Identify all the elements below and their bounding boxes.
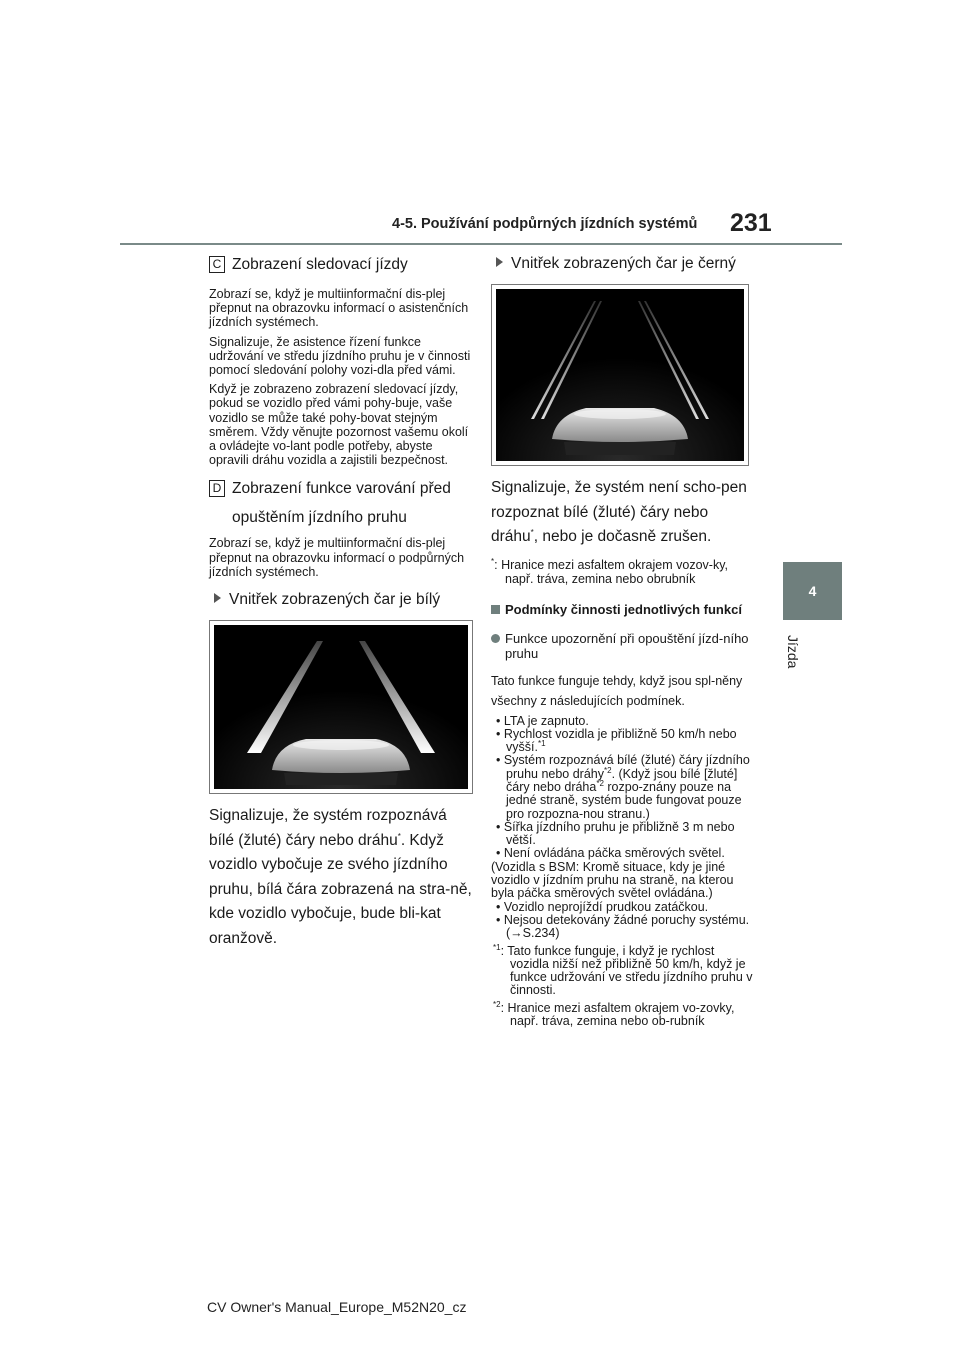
- header-divider: [120, 243, 842, 245]
- conditions-heading: Podmínky činnosti jednotlivých funkcí: [491, 602, 755, 618]
- list-item: • Rychlost vozidla je přibližně 50 km/h nebo vyšší.$^{*1}$: [496, 726, 737, 755]
- square-bullet-icon: [491, 605, 500, 614]
- footnote-1: $^{*1}$: Tato funkce funguje, i když je rychlost vozidla nižší než přibližně 50 km/h, když je funkce udržování ve středu jízdního pruhu v činnosti.: [493, 942, 753, 998]
- triangle-bullet-icon: [214, 593, 221, 603]
- footer-text: CV Owner's Manual_Europe_M52N20_cz: [207, 1299, 467, 1315]
- section-c-paragraph-3: Když je zobrazeno zobrazení sledovací jízdy, pokud se vozidlo před vámi pohy-buje, vaše vozidlo se může také pohy-bovat stejným směrem. Vždy věnujte pozornost vašemu okolí a ovládejte vo-lant podle potřeby, abyste opravili dráhu vozidla a zajistili bezpečnost.: [209, 382, 469, 468]
- section-c-paragraph-1: Zobrazí se, když je multiinformační dis-plej přepnut na obrazovku informací o asistenčních jízdních systémech.: [209, 287, 469, 330]
- right-column: [491, 254, 755, 1028]
- black-lines-description: Signalizuje, že systém není scho-pen rozpoznat bílé (žluté) čáry nebo dráhu*, nebo je dočasně zrušen.: [491, 479, 747, 545]
- footnote-boundary: *: Hranice mezi asfaltem okrajem vozov-ky, např. tráva, zemina nebo obrubník: [491, 556, 728, 586]
- section-d-heading: [209, 478, 474, 528]
- list-item: • LTA je zapnuto.: [496, 713, 589, 728]
- section-c-box: C: [209, 256, 225, 273]
- conditions-lead: Tato funkce funguje tehdy, když jsou spl-něny všechny z následujících podmínek.: [491, 673, 743, 708]
- lane-display-white-image: [214, 625, 468, 789]
- list-item-note: (Vozidla s BSM: Kromě situace, kdy je jiné vozidlo v jízdním pruhu na straně, na kterou byla páčka směrových světel ovládána.): [491, 859, 734, 901]
- white-lines-figure: [209, 620, 473, 794]
- list-item: • Není ovládána páčka směrových světel.: [496, 846, 725, 861]
- list-item: • Nejsou detekovány žádné poruchy systému. (→S.234): [496, 912, 750, 941]
- list-item: • Vozidlo neprojíždí prudkou zatáčkou.: [496, 899, 709, 914]
- triangle-bullet-icon: [496, 257, 503, 267]
- chapter-label: Jízda: [785, 635, 801, 669]
- page-number: 231: [730, 209, 772, 237]
- section-c-title: Zobrazení sledovací jízdy: [232, 256, 408, 273]
- section-d-box: D: [209, 480, 225, 497]
- lane-display-black-image: [496, 289, 744, 461]
- white-lines-description: Signalizuje, že systém rozpoznává bílé (žluté) čáry nebo dráhu*. Když vozidlo vybočuje ze svého jízdního pruhu, bílá čára zobrazená na stra-ně, kde vozidlo vybočuje, bude bli-kat oranžově.: [209, 807, 472, 947]
- section-c-heading: [209, 254, 474, 275]
- conditions-list: [491, 715, 755, 1029]
- circle-bullet-icon: [491, 634, 500, 643]
- lane-warning-heading: Funkce upozornění při opouštění jízd-ního pruhu: [491, 631, 755, 661]
- black-lines-figure: [491, 284, 749, 466]
- section-c-paragraph-2: Signalizuje, že asistence řízení funkce udržování ve středu jízdního pruhu je v činnosti pomocí sledování polohy vozi-dla před vámi.: [209, 334, 471, 378]
- section-d-title-line1: Zobrazení funkce varování před: [232, 480, 451, 498]
- list-item: • Šířka jízdního pruhu je přibližně 3 m nebo větší.: [496, 819, 735, 848]
- chapter-tab: 4: [783, 562, 842, 620]
- section-d-title-line2: opuštěním jízdního pruhu: [232, 509, 407, 527]
- left-column: [209, 254, 474, 951]
- white-lines-subheading: Vnitřek zobrazených čar je bílý: [209, 590, 474, 610]
- black-lines-subheading: Vnitřek zobrazených čar je černý: [491, 254, 755, 274]
- section-d-paragraph-1: Zobrazí se, když je multiinformační dis-plej přepnut na obrazovku informací o podpůrných jízdních systémech.: [209, 536, 465, 579]
- page-reference-link[interactable]: S.234): [522, 926, 560, 941]
- footnote-2: $^{*2}$: Hranice mezi asfaltem okrajem vo-zovky, např. tráva, zemina nebo ob-rubník: [493, 999, 735, 1029]
- list-item: • Systém rozpoznává bílé (žluté) čáry jízdního pruhu nebo dráhy$^{*2}$. (Když jsou bílé [žluté] čáry nebo dráha$^{*2}$ rozpo-znány pouze na jedné straně, systém bude fungovat pouze pro rozpozna-nou stranu.): [496, 753, 750, 821]
- section-title: 4-5. Používání podpůrných jízdních systémů: [392, 216, 698, 232]
- arrow-icon: →: [510, 926, 523, 941]
